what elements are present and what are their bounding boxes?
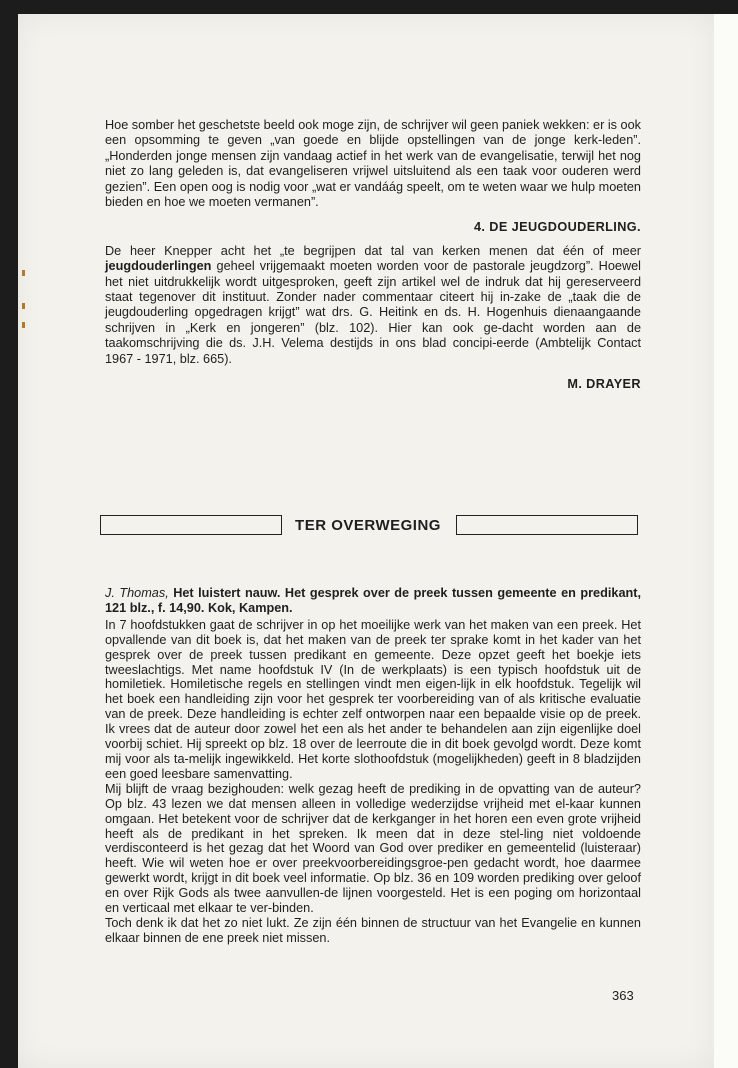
section-banner [98, 513, 643, 539]
review-paragraph: Mij blijft de vraag bezighouden: welk gezag heeft de prediking in de opvatting van de auteur? Op blz. 43 lezen we dat mensen alleen in volledige wederzijdse vrijheid met el-kaar kunnen omgaan. Het betekent voor de schrijver dat de kerkganger in het horen een even grote vrijheid heeft als de predikant in het spreken. Ik meen dat in deze stel-ling niet voldoende verdisconteerd is het gezag dat het Woord van God over prediker en gemeentelid (luisteraar) heeft. Wie wil weten hoe er over preekvoorbereidingsgroe-pen gedacht wordt, hoe daarmee gewerkt wordt, krijgt in dit boek veel informatie. Op blz. 36 en 109 worden prediking over geloof en over Rijk Gods als twee aanvullen-de lijnen voorgesteld. Het is een poging om horizontaal en verticaal met elkaar te ver-binden. [105, 781, 641, 916]
section-heading: 4. DE JEUGDOUDERLING. [473, 220, 641, 235]
citation-title: Het luistert nauw. Het gesprek over de preek tussen gemeente en predikant, [168, 586, 641, 600]
section-text-start: De heer Knepper acht het „te begrijpen dat tal van kerken menen dat één of meer [105, 243, 641, 258]
author-signature: M. DRAYER [567, 377, 641, 392]
citation-author: J. Thomas, [105, 586, 169, 600]
citation-details: 121 blz., f. 14,90. Kok, Kampen. [105, 600, 293, 615]
margin-mark [22, 303, 25, 309]
book-review [105, 586, 641, 946]
book-citation [105, 586, 641, 616]
section-text-end: geheel vrijgemaakt moeten worden voor de pastorale jeugdzorg”. Hoewel het niet uitdrukkelijk wordt uitgesproken, geeft zijn artikel wel de indruk dat hij gereserveerd staat tegenover dit instituut. Zonder nader commentaar citeert hij in-zake de „taak die de jeugdouderling opgedragen krijgt” wat drs. G. Heitink en ds. H. Hogenhuis dienaangaande schrijven in „Kerk en jongeren” (blz. 102). Hier kan ook ge-dacht worden aan de taakomschrijving die ds. J.H. Velema destijds in ons blad concipi-eerde (Ambtelijk Contact 1967 - 1971, blz. 665). [105, 259, 641, 366]
article-continuation [105, 118, 641, 393]
intro-paragraph: Hoe somber het geschetste beeld ook moge zijn, de schrijver wil geen paniek wekken: er is ook een opsomming te geven „van goede en blijde opstellingen van de jonge kerk-leden”. „Honderden jonge mensen zijn vandaag actief in het werk van de evangelisatie, terwijl het nog niet zo lang geleden is, dat evangeliseren vrijwel uitsluitend als een taak voor ouderen werd gezien”. Een open oog is nodig voor „wat er vandáág speelt, om te weten waar we hulp moeten bieden en hoe we moeten vermanen”. [105, 118, 641, 210]
review-paragraph: Toch denk ik dat het zo niet lukt. Ze zijn één binnen de structuur van het Evangelie en kunnen elkaar binnen de ene preek niet missen. [105, 915, 641, 945]
banner-box-right [456, 515, 638, 535]
bold-term: jeugdouderlingen [105, 259, 212, 274]
page-number: 363 [612, 988, 634, 1003]
banner-title: TER OVERWEGING [295, 517, 441, 534]
section-paragraph [105, 244, 641, 367]
page-edge [714, 14, 738, 1068]
margin-mark [22, 270, 25, 276]
review-paragraph: In 7 hoofdstukken gaat de schrijver in op het moeilijke werk van het maken van een preek. Het opvallende van dit boek is, dat het maken van de preek ter sprake komt in het kader van het gesprek over de preek tussen predikant en gemeente. Deze opzet geeft het boekje iets tweeslachtigs. Met name hoofdstuk IV (In de werkplaats) is een typisch hoofdstuk uit de homiletiek. Homiletische regels en stellingen vindt men eigen-lijk in elk hoofdstuk. Tegelijk wil het boek een handleiding zijn voor het gesprek ter voorbereiding van of als kritische evaluatie van de preek. Deze handleiding is echter zelf ontworpen naar een bepaalde visie op de preek. Ik vrees dat de auteur door zowel het een als het ander te behandelen aan zijn eigenlijke doel voorbij schiet. Hij spreekt op blz. 18 over de leerroute die in dit boek gevolgd wordt. Deze komt mij voor als ta-melijk ingewikkeld. Het korte slothoofdstuk (mogelijkheden) geeft in 8 bladzijden een goed leesbare samenvatting. [105, 617, 641, 781]
banner-box-left [100, 515, 282, 535]
margin-mark [22, 322, 25, 328]
